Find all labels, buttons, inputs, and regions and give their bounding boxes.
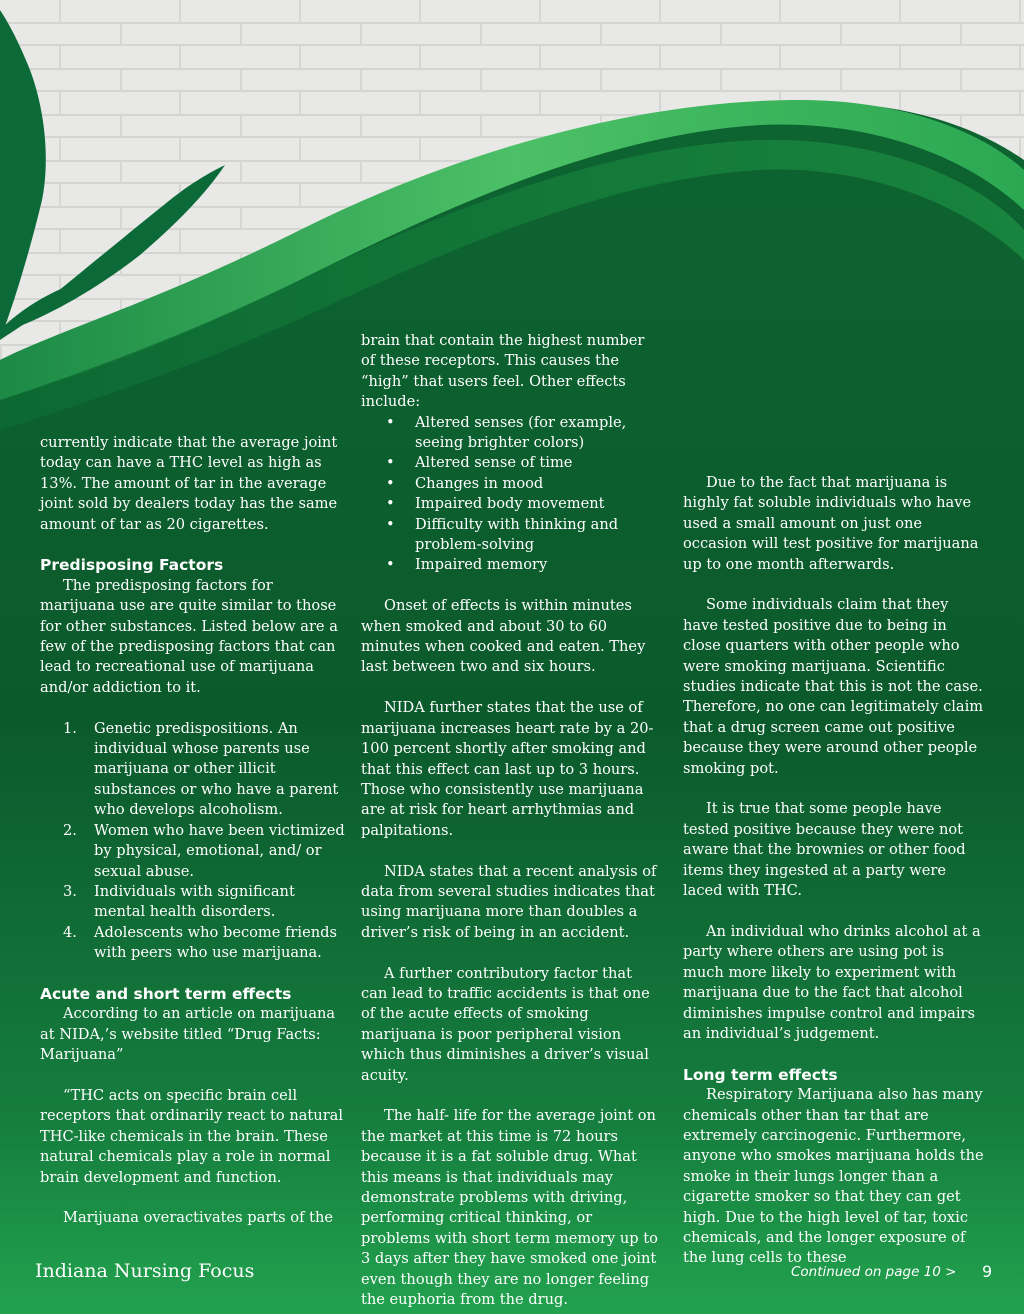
column-left bbox=[40, 433, 345, 1229]
list-item: • Changes in mood bbox=[415, 474, 661, 494]
list-item bbox=[63, 821, 345, 882]
effects-bullet-list bbox=[361, 413, 661, 576]
list-item: • Difficulty with thinking and problem-solving bbox=[415, 515, 661, 556]
list-item: • Altered sense of time bbox=[415, 453, 661, 473]
heading-long-term-effects: Long term effects bbox=[683, 1065, 838, 1084]
paragraph-nida-analysis: NIDA states that a recent analysis of data from several studies indicates that using marijuana more than doubles a driver’s risk of being in an accident. bbox=[361, 862, 657, 941]
heading-predisposing-factors: Predisposing Factors bbox=[40, 556, 224, 575]
paragraph-respiratory: Respiratory Marijuana also has many chemicals other than tar that are extremely carcinogenic. Furthermore, anyone who smokes marijuana holds the smoke in their lungs longer than a cigarette smoker so that they can get high. Due to the high level of tar, toxic chemicals, and the longer exposure of the lung cells to these bbox=[683, 1086, 984, 1267]
list-item: • Impaired body movement bbox=[415, 494, 661, 514]
list-number: 1. bbox=[63, 719, 77, 737]
list-item bbox=[63, 719, 345, 821]
paragraph-overactivates: Marijuana overactivates parts of the bbox=[63, 1209, 334, 1227]
paragraph-thc-quote: “THC acts on specific brain cell receptors that ordinarily react to natural THC-like chemicals in the brain. These natural chemicals play a role in normal brain development and function. bbox=[40, 1086, 344, 1186]
heading-acute-effects: Acute and short term effects bbox=[40, 984, 292, 1003]
paragraph-onset: Onset of effects is within minutes when smoked and about 30 to 60 minutes when cooked and eaten. They last between two and six hours. bbox=[361, 597, 646, 676]
paragraph-brain: brain that contain the highest number of these receptors. This causes the “high” that users feel. Other effects include: bbox=[361, 332, 645, 411]
paragraph-half-life: The half- life for the average joint on the market at this time is 72 hours because it is a fat soluble drug. What this means is that individuals may demonstrate problems with driving, performing critical thinking, or problems with short term memory up to 3 days after they have smoked one joint even though they are no longer feeling the euphoria from the drug. bbox=[361, 1107, 658, 1309]
paragraph-brownies: It is true that some people have tested positive because they were not aware that the brownies or other food items they ingested at a party were laced with THC. bbox=[683, 800, 966, 900]
list-number: 4. bbox=[63, 923, 77, 941]
paragraph-alcohol: An individual who drinks alcohol at a party where others are using pot is much more likely to experiment with marijuana due to the fact that alcohol diminishes impulse control and impairs an individual’s judgement. bbox=[683, 922, 981, 1042]
list-text: Adolescents who become friends with peers who use marijuana. bbox=[94, 923, 337, 962]
continued-link[interactable]: Continued on page 10 > bbox=[791, 1264, 957, 1280]
paragraph-article: According to an article on marijuana at NIDA,’s website titled “Drug Facts: Marijuana” bbox=[40, 1005, 336, 1064]
paragraph-fat-soluble: Due to the fact that marijuana is highly fat soluble individuals who have used a small amount on just one occasion will test positive for marijuana up to one month afterwards. bbox=[683, 474, 979, 573]
list-text: Individuals with significant mental health disorders. bbox=[94, 882, 295, 921]
list-item: • Altered senses (for example, seeing brighter colors) bbox=[415, 413, 661, 454]
paragraph-claim: Some individuals claim that they have tested positive due to being in close quarters with other people who were smoking marijuana. Scientific studies indicate that this is not the case. Therefore, no one can legitimately claim that a drug screen came out positive because they were around other people smoking pot. bbox=[683, 596, 984, 777]
paragraph-predisposing: The predisposing factors for marijuana use are quite similar to those for other substances. Listed below are a few of the predisposing factors that can lead to recreational use of marijuana and/or addiction to it. bbox=[40, 576, 338, 696]
list-item bbox=[63, 923, 345, 964]
page-number: 9 bbox=[982, 1262, 993, 1281]
predisposing-list bbox=[40, 719, 345, 964]
list-item: • Impaired memory bbox=[415, 555, 661, 575]
column-right bbox=[683, 473, 987, 1269]
publication-title: Indiana Nursing Focus bbox=[35, 1260, 255, 1282]
paragraph-nida-heart: NIDA further states that the use of marijuana increases heart rate by a 20-100 percent shortly after smoking and that this effect can last up to 3 hours. Those who consistently use marijuana are at risk for heart arrhythmias and palpitations. bbox=[361, 699, 654, 839]
list-item bbox=[63, 882, 345, 923]
paragraph-traffic: A further contributory factor that can lead to traffic accidents is that one of the acute effects of smoking marijuana is poor peripheral vision which thus diminishes a driver’s visual acuity. bbox=[361, 964, 650, 1084]
list-text: Genetic predispositions. An individual whose parents use marijuana or other illicit substances or who have a parent who develops alcoholism. bbox=[94, 719, 339, 819]
paragraph-intro: currently indicate that the average joint today can have a THC level as high as 13%. The amount of tar in the average joint sold by dealers today has the same amount of tar as 20 cigarettes. bbox=[40, 434, 338, 533]
list-text: Women who have been victimized by physical, emotional, and/ or sexual abuse. bbox=[94, 821, 345, 880]
list-number: 3. bbox=[63, 882, 77, 900]
list-number: 2. bbox=[63, 821, 77, 839]
column-middle bbox=[361, 331, 661, 1310]
